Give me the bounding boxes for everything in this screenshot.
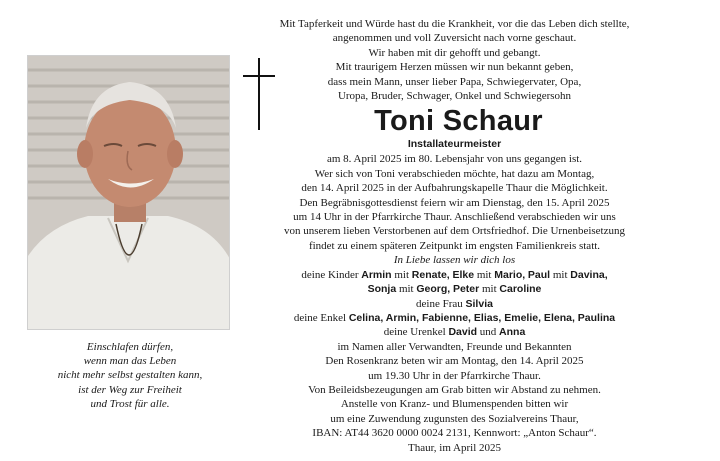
detail-line: am 8. April 2025 im 80. Lebensjahr von uns gegangen ist.	[326, 153, 583, 166]
child-name: Armin	[361, 268, 392, 281]
wife-prefix: deine Frau	[416, 297, 463, 310]
children-prefix: deine Kinder	[301, 268, 359, 281]
detail-line: findet zu einem späteren Zeitpunkt im engsten Familienkreis statt.	[308, 239, 601, 252]
child-name: Elke	[452, 268, 475, 281]
mourning-intro: In Liebe lassen wir dich los	[393, 254, 516, 267]
place-date: Thaur, im April 2025	[407, 441, 502, 454]
intro-line: Mit Tapferkeit und Würde hast du die Krankheit, vor die das Leben dich stellte,	[279, 18, 630, 30]
deceased-name: Toni Schaur	[374, 105, 543, 138]
closing-line: um eine Zuwendung zugunsten des Sozialvereins Thaur,	[330, 412, 579, 425]
deceased-profession: Installateurmeister	[407, 138, 502, 151]
intro-line: angenommen und voll Zuversicht nach vorne geschaut.	[332, 32, 577, 45]
detail-line: den 14. April 2025 in der Aufbahrungskapelle Thaur die Möglichkeit.	[301, 182, 608, 195]
portrait-photo	[27, 55, 230, 330]
intro-line: Mit traurigem Herzen müssen wir nun bekannt geben,	[335, 61, 574, 74]
partner-name: Mario,	[494, 268, 526, 281]
wife-name: Silvia	[465, 297, 493, 310]
closing-line: im Namen aller Verwandten, Freunde und Bekannten	[337, 340, 572, 353]
grandchildren-names: Celina, Armin, Fabienne, Elias, Emelie, Elena, Paulina	[348, 311, 616, 324]
quote-line: wenn man das Leben	[83, 355, 177, 368]
grandchildren-prefix: deine Enkel	[293, 311, 347, 324]
memorial-quote	[30, 340, 230, 411]
bank-details: IBAN: AT44 3620 0000 0024 2131, Kennwort: „Anton Schaur“.	[312, 427, 597, 440]
intro-line: dass mein Mann, unser lieber Papa, Schwiegervater, Opa,	[327, 75, 582, 88]
connector: mit	[394, 268, 410, 281]
connector: und	[479, 326, 497, 339]
partner-name: Renate,	[411, 268, 450, 281]
partner-name: Caroline	[499, 283, 542, 296]
wife-line	[233, 297, 676, 311]
great-grandchild-name: Anna	[499, 326, 526, 339]
intro-line: Uropa, Bruder, Schwager, Onkel und Schwiegersohn	[337, 90, 572, 103]
grandchildren-line	[233, 311, 676, 325]
child-name: Sonja	[367, 283, 397, 296]
connector: mit	[481, 283, 497, 296]
partner-name: Davina,	[570, 268, 608, 281]
connector: mit	[398, 283, 414, 296]
closing-line: um 19.30 Uhr in der Pfarrkirche Thaur.	[368, 369, 541, 382]
quote-line: Einschlafen dürfen,	[86, 341, 174, 353]
quote-line: und Trost für alle.	[90, 397, 170, 410]
notice-text	[233, 17, 676, 455]
quote-line: nicht mehr selbst gestalten kann,	[57, 369, 203, 382]
great-grandchildren-line	[233, 325, 676, 339]
great-grandchild-name: David	[448, 326, 478, 339]
detail-line: Wer sich von Toni verabschieden möchte, hat dazu am Montag,	[314, 167, 595, 180]
child-name: Peter	[452, 283, 480, 296]
detail-line: um 14 Uhr in der Pfarrkirche Thaur. Anschließend verabschieden wir uns	[293, 211, 616, 224]
partner-name: Georg,	[416, 283, 451, 296]
closing-line: Den Rosenkranz beten wir am Montag, den 14. April 2025	[325, 355, 584, 368]
detail-line: Den Begräbnisgottesdienst feiern wir am Dienstag, den 15. April 2025	[299, 196, 610, 209]
children-line	[233, 268, 676, 282]
closing-line: Von Beileidsbezeugungen am Grab bitten wir Abstand zu nehmen.	[308, 383, 601, 396]
children-line	[233, 282, 676, 296]
closing-line: Anstelle von Kranz- und Blumenspenden bitten wir	[340, 398, 569, 411]
connector: mit	[476, 268, 492, 281]
connector: mit	[552, 268, 568, 281]
quote-line: ist der Weg zur Freiheit	[78, 383, 182, 396]
great-grandchildren-prefix: deine Urenkel	[383, 326, 446, 339]
child-name: Paul	[527, 268, 551, 281]
intro-line: Wir haben mit dir gehofft und gebangt.	[368, 46, 541, 59]
detail-line: von unserem lieben Verstorbenen auf dem Ortsfriedhof. Die Urnenbeisetzung	[284, 225, 625, 238]
